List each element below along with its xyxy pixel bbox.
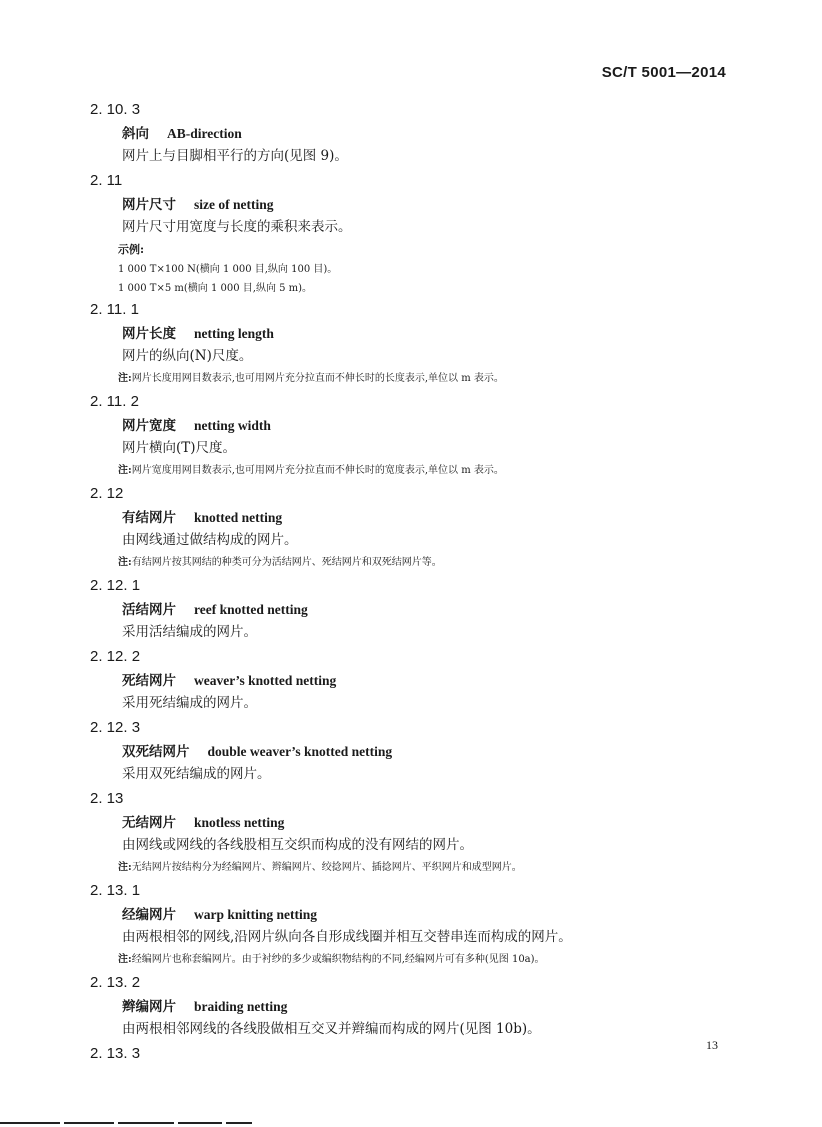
term-definition: 网片尺寸用宽度与长度的乘积来表示。 [122, 219, 352, 235]
term-note [90, 860, 730, 876]
term-definition: 由两根相邻网线的各线股做相互交叉并辫编而构成的网片(见图 10b)。 [122, 1021, 541, 1037]
term-entry [90, 100, 730, 166]
term-heading [90, 509, 730, 527]
term-note [90, 555, 730, 571]
note-label: 注: [118, 465, 132, 476]
term-heading [90, 814, 730, 832]
term-en: warp knitting netting [194, 907, 318, 922]
note-label: 注: [118, 862, 132, 873]
term-cn: 网片尺寸 [122, 197, 176, 213]
clause-number: 2. 10. 3 [90, 101, 141, 118]
term-cn: 无结网片 [122, 815, 176, 831]
clause-number: 2. 13. 1 [90, 882, 141, 899]
document-code: SC/T 5001—2014 [601, 64, 726, 81]
term-entry [90, 718, 730, 784]
term-en: braiding netting [194, 999, 288, 1014]
note-label: 注: [118, 954, 132, 965]
term-cn: 网片长度 [122, 326, 176, 342]
example-line: 1 000 T×5 m(横向 1 000 目,纵向 5 m)。 [118, 283, 313, 294]
term-entry [90, 300, 730, 387]
term-en: double weaver’s knotted netting [207, 744, 393, 759]
note-label: 注: [118, 557, 132, 568]
term-heading [90, 325, 730, 343]
term-definition: 采用活结编成的网片。 [122, 624, 257, 640]
term-definition: 网片横向(T)尺度。 [122, 440, 237, 456]
clause-number: 2. 12 [90, 485, 124, 502]
term-en: AB-direction [167, 126, 242, 141]
term-en: netting width [194, 418, 271, 433]
clause-number: 2. 11. 2 [90, 393, 139, 410]
term-heading [90, 743, 730, 761]
terms-section [90, 100, 730, 1069]
clause-number: 2. 11. 1 [90, 301, 139, 318]
term-note [90, 371, 730, 387]
scan-edge-rule [0, 1122, 280, 1124]
note-label: 注: [118, 373, 132, 384]
note-text: 网片长度用网目数表示,也可用网片充分拉直而不伸长时的长度表示,单位以 m 表示。 [131, 373, 504, 384]
clause-number: 2. 11 [90, 172, 123, 189]
term-heading [90, 417, 730, 435]
term-entry [90, 647, 730, 713]
term-heading [90, 906, 730, 924]
term-entry [90, 392, 730, 479]
term-definition: 采用双死结编成的网片。 [122, 766, 271, 782]
term-cn: 网片宽度 [122, 418, 176, 434]
term-heading [90, 672, 730, 690]
term-cn: 辫编网片 [122, 999, 176, 1015]
note-text: 网片宽度用网目数表示,也可用网片充分拉直而不伸长时的宽度表示,单位以 m 表示。 [131, 465, 504, 476]
term-entry [90, 171, 730, 297]
term-en: size of netting [194, 197, 274, 212]
clause-number: 2. 13. 3 [90, 1045, 141, 1062]
term-en: knotted netting [194, 510, 283, 525]
term-definition: 采用死结编成的网片。 [122, 695, 257, 711]
term-heading [90, 125, 730, 143]
term-cn: 活结网片 [122, 602, 176, 618]
term-cn: 死结网片 [122, 673, 176, 689]
term-definition: 由网线通过做结构成的网片。 [122, 532, 298, 548]
term-entry [90, 973, 730, 1039]
clause-number: 2. 12. 2 [90, 648, 141, 665]
clause-number: 2. 13. 2 [90, 974, 141, 991]
page-number: 13 [706, 1038, 718, 1052]
term-definition: 网片上与目脚相平行的方向(见图 9)。 [122, 148, 348, 164]
term-heading [90, 601, 730, 619]
example-label: 示例: [118, 243, 145, 256]
clause-number: 2. 12. 3 [90, 719, 141, 736]
clause-number: 2. 12. 1 [90, 577, 141, 594]
term-entry [90, 789, 730, 876]
clause-number: 2. 13 [90, 790, 124, 807]
term-cn: 有结网片 [122, 510, 176, 526]
term-entry [90, 576, 730, 642]
term-en: netting length [194, 326, 274, 341]
term-entry [90, 881, 730, 968]
term-note [90, 463, 730, 479]
term-heading [90, 998, 730, 1016]
term-definition: 网片的纵向(N)尺度。 [122, 348, 253, 364]
term-entry [90, 1044, 730, 1063]
term-cn: 斜向 [122, 126, 149, 142]
term-note [90, 952, 730, 968]
term-cn: 经编网片 [122, 907, 176, 923]
term-en: reef knotted netting [194, 602, 308, 617]
term-en: knotless netting [194, 815, 285, 830]
term-cn: 双死结网片 [122, 744, 190, 760]
term-en: weaver’s knotted netting [194, 673, 337, 688]
note-text: 经编网片也称套编网片。由于衬纱的多少或编织物结构的不同,经编网片可有多种(见图 10a)。 [131, 954, 545, 965]
term-heading [90, 196, 730, 214]
term-entry [90, 484, 730, 571]
term-definition: 由两根相邻的网线,沿网片纵向各自形成线圈并相互交替串连而构成的网片。 [122, 929, 572, 945]
example-line: 1 000 T×100 N(横向 1 000 目,纵向 100 目)。 [118, 264, 338, 275]
note-text: 有结网片按其网结的种类可分为活结网片、死结网片和双死结网片等。 [131, 557, 442, 568]
term-definition: 由网线或网线的各线股相互交织而构成的没有网结的网片。 [122, 837, 473, 853]
note-text: 无结网片按结构分为经编网片、辫编网片、绞捻网片、插捻网片、平织网片和成型网片。 [131, 862, 522, 873]
